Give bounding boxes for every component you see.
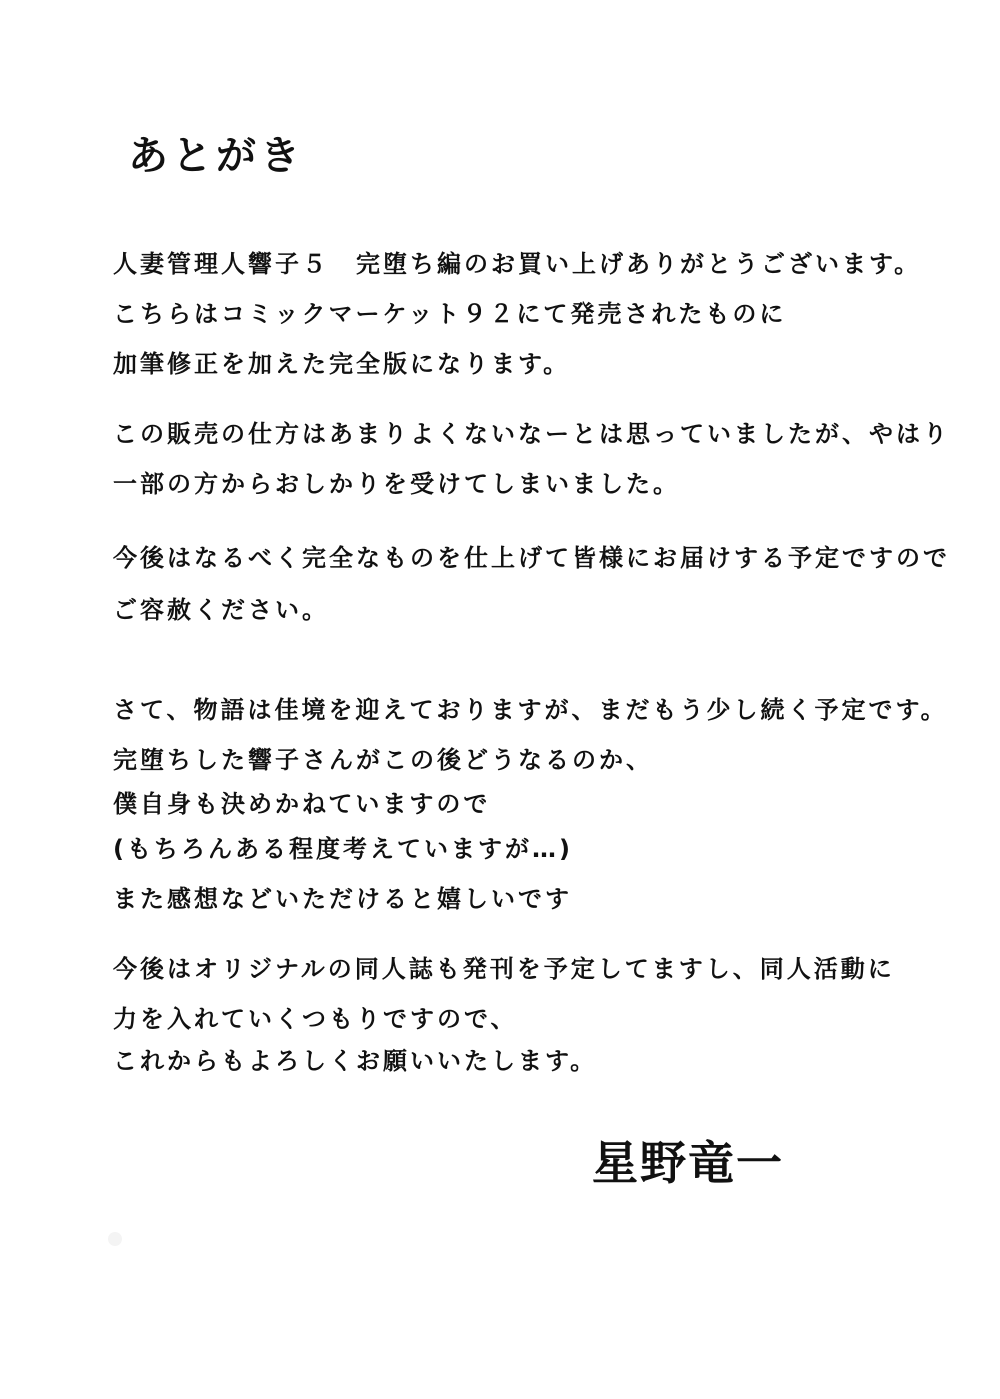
text-line: ご容赦ください。 (113, 596, 329, 624)
text-line: 完堕ちした響子さんがこの後どうなるのか、 (113, 746, 653, 774)
text-line: 今後はオリジナルの同人誌も発刊を予定してますし、同人活動に (113, 955, 895, 983)
text-line: 僕自身も決めかねていますので (113, 790, 491, 818)
page-title: あとがき (128, 132, 304, 179)
text-line: 力を入れていくつもりですので、 (113, 1005, 518, 1033)
text-line: (もちろんある程度考えていますが…) (113, 835, 573, 863)
text-line: 加筆修正を加えた完全版になります。 (113, 350, 571, 378)
text-line: 今後はなるべく完全なものを仕上げて皆様にお届けする予定ですので (113, 544, 950, 572)
text-line: さて、物語は佳境を迎えておりますが、まだもう少し続く予定です。 (113, 696, 948, 724)
text-line: こちらはコミックマーケット９２にて発売されたものに (113, 300, 787, 328)
text-line: 一部の方からおしかりを受けてしまいました。 (113, 470, 680, 498)
text-line: また感想などいただけると嬉しいです (113, 885, 572, 913)
paper-smudge (108, 1232, 122, 1246)
text-line: これからもよろしくお願いいたします。 (113, 1047, 598, 1075)
author-signature: 星野竜一 (592, 1136, 784, 1190)
text-line: 人妻管理人響子５ 完堕ち編のお買い上げありがとうございます。 (113, 250, 922, 278)
text-line: この販売の仕方はあまりよくないなーとは思っていましたが、やはり (113, 420, 950, 448)
